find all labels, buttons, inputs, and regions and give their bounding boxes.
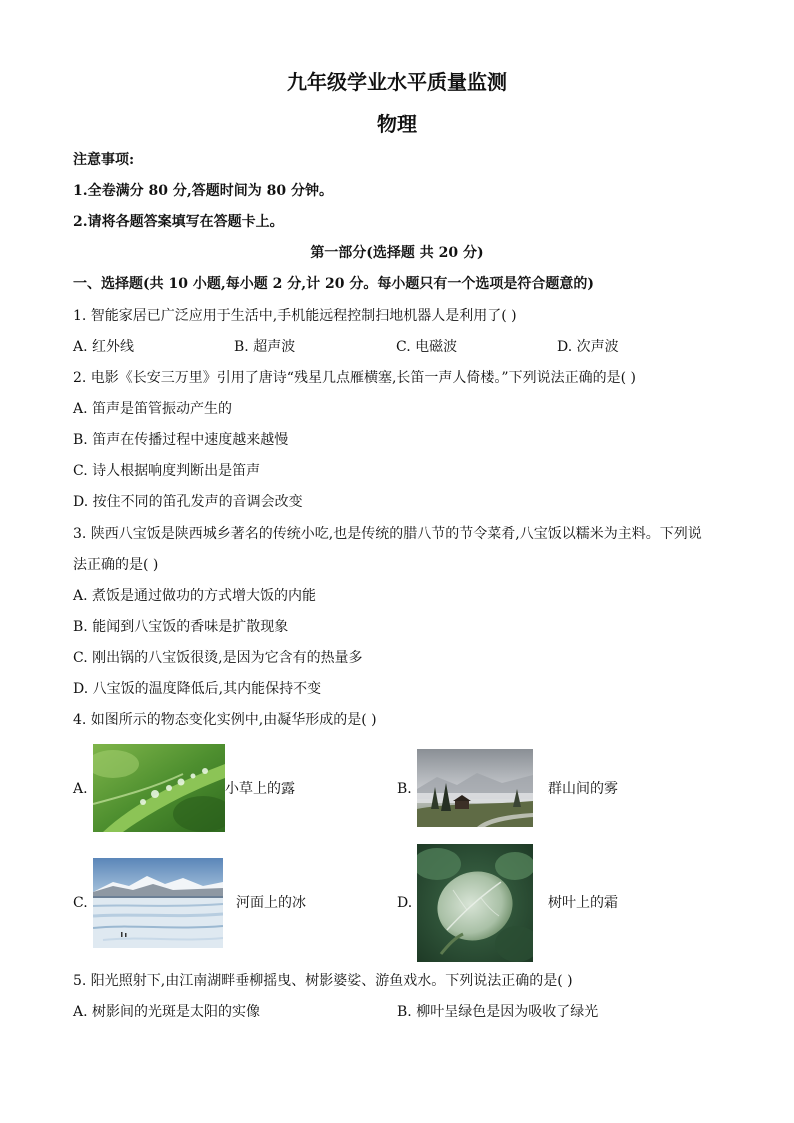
question-4-option-b-caption: 群山间的雾 bbox=[548, 781, 618, 797]
question-3-option-a: A. 煮饭是通过做功的方式增大饭的内能 bbox=[73, 588, 317, 604]
notice-item-2: 2.请将各题答案填写在答题卡上。 bbox=[73, 214, 284, 230]
question-2-option-a: A. 笛声是笛管振动产生的 bbox=[73, 401, 233, 417]
question-1-option-c: C. 电磁波 bbox=[396, 339, 458, 355]
notice-item-1: 1.全卷满分 80 分,答题时间为 80 分钟。 bbox=[73, 183, 333, 199]
question-1-option-b: B. 超声波 bbox=[234, 339, 296, 355]
question-5-option-b: B. 柳叶呈绿色是因为吸收了绿光 bbox=[397, 1004, 599, 1020]
question-2-option-c: C. 诗人根据响度判断出是笛声 bbox=[73, 463, 261, 479]
question-3-option-b: B. 能闻到八宝饭的香味是扩散现象 bbox=[73, 619, 289, 635]
notice-heading: 注意事项: bbox=[73, 152, 135, 168]
question-2-stem: 2. 电影《长安三万里》引用了唐诗“残星几点雁横塞,长笛一声人倚楼。”下列说法正确的是( ) bbox=[73, 370, 636, 386]
question-2-option-d: D. 按住不同的笛孔发声的音调会改变 bbox=[73, 494, 303, 510]
question-3-option-d: D. 八宝饭的温度降低后,其内能保持不变 bbox=[73, 681, 322, 697]
question-4-option-a-letter: A. bbox=[73, 781, 88, 797]
question-4-option-a-caption: 小草上的露 bbox=[225, 781, 295, 797]
fog-in-mountains-photo bbox=[417, 749, 533, 827]
question-1-option-a: A. 红外线 bbox=[73, 339, 135, 355]
question-1-option-d: D. 次声波 bbox=[557, 339, 619, 355]
question-1-stem: 1. 智能家居已广泛应用于生活中,手机能远程控制扫地机器人是利用了( ) bbox=[73, 308, 517, 324]
question-4-option-d-letter: D. bbox=[397, 895, 413, 911]
question-3-stem-line-2: 法正确的是( ) bbox=[73, 557, 159, 573]
part-one-heading: 第一部分(选择题 共 20 分) bbox=[310, 245, 484, 261]
section-title: 一、选择题(共 10 小题,每小题 2 分,计 20 分。每小题只有一个选项是符合题意的) bbox=[73, 276, 594, 292]
question-4-option-d-caption: 树叶上的霜 bbox=[548, 895, 618, 911]
exam-subject: 物理 bbox=[377, 112, 417, 136]
question-3-stem-line-1: 3. 陕西八宝饭是陕西城乡著名的传统小吃,也是传统的腊八节的节令菜肴,八宝饭以糯米为主料。下列说 bbox=[73, 526, 702, 542]
question-5-stem: 5. 阳光照射下,由江南湖畔垂柳摇曳、树影婆娑、游鱼戏水。下列说法正确的是( ) bbox=[73, 973, 573, 989]
dewdrops-on-grass-photo bbox=[93, 744, 225, 832]
exam-title: 九年级学业水平质量监测 bbox=[287, 70, 507, 94]
ice-on-river-photo bbox=[93, 858, 223, 948]
question-4-option-b-letter: B. bbox=[397, 781, 412, 797]
question-4-option-c-letter: C. bbox=[73, 895, 88, 911]
frost-on-leaf-photo bbox=[417, 844, 533, 962]
question-5-option-a: A. 树影间的光斑是太阳的实像 bbox=[73, 1004, 261, 1020]
question-3-option-c: C. 刚出锅的八宝饭很烫,是因为它含有的热量多 bbox=[73, 650, 363, 666]
question-4-stem: 4. 如图所示的物态变化实例中,由凝华形成的是( ) bbox=[73, 712, 377, 728]
question-4-option-c-caption: 河面上的冰 bbox=[236, 895, 306, 911]
question-2-option-b: B. 笛声在传播过程中速度越来越慢 bbox=[73, 432, 289, 448]
